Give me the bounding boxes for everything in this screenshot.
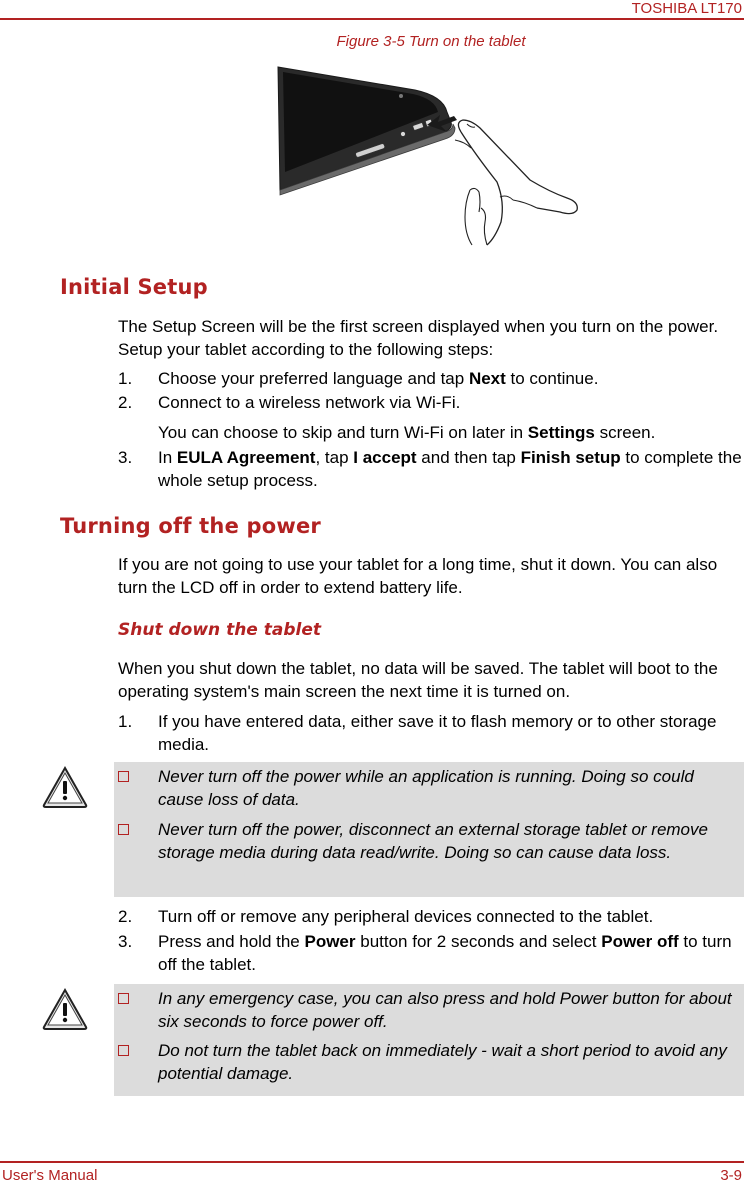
header-rule	[0, 18, 744, 20]
turning-off-intro: If you are not going to use your tablet for a long time, shut it down. You can also turn the LCD off in order to extend battery life.	[118, 555, 718, 597]
document-header-title: TOSHIBA LT170	[631, 0, 742, 17]
bullet-square-icon	[118, 824, 129, 835]
bullet-square-icon	[118, 1045, 129, 1056]
shut-down-intro: When you shut down the tablet, no data will be saved. The tablet will boot to the operating system's main screen the next time it is turned on.	[118, 659, 718, 701]
heading-initial-setup: Initial Setup	[60, 275, 208, 299]
footer-page-number: 3-9	[720, 1167, 742, 1184]
heading-turning-off-power: Turning off the power	[60, 514, 321, 538]
figure-caption: Figure 3-5 Turn on the tablet	[336, 33, 526, 50]
subheading-shut-down: Shut down the tablet	[118, 620, 321, 640]
bullet-square-icon	[118, 993, 129, 1004]
list-text: Connect to a wireless network via Wi-Fi.	[158, 393, 461, 412]
list-note-text: You can choose to skip and turn Wi-Fi on later in Settings screen.	[158, 423, 656, 442]
list-text: In EULA Agreement, tap I accept and then tap Finish setup to complete the whole setup process.	[158, 448, 742, 490]
list-number: 2.	[118, 393, 133, 412]
list-text: Turn off or remove any peripheral devices connected to the tablet.	[158, 907, 654, 926]
bullet-square-icon	[118, 771, 129, 782]
list-number: 2.	[118, 907, 133, 926]
list-number: 3.	[118, 932, 133, 951]
warning-text: Never turn off the power while an application is running. Doing so could cause loss of data.	[158, 767, 694, 809]
initial-setup-intro: The Setup Screen will be the first screen displayed when you turn on the power. Setup your tablet according to the following steps:	[118, 317, 719, 359]
list-number: 1.	[118, 369, 133, 388]
warning-icon	[42, 987, 88, 1031]
warning-icon	[42, 765, 88, 809]
warning-text: Do not turn the tablet back on immediately - wait a short period to avoid any potential damage.	[158, 1041, 727, 1083]
list-text: Choose your preferred language and tap Next to continue.	[158, 369, 599, 388]
warning-text: In any emergency case, you can also press and hold Power button for about six seconds to force power off.	[158, 989, 732, 1031]
warning-text: Never turn off the power, disconnect an external storage tablet or remove storage media during data read/write. Doing so can cause data loss.	[158, 820, 708, 862]
list-number: 3.	[118, 448, 133, 467]
list-number: 1.	[118, 712, 133, 731]
footer-manual-title: User's Manual	[2, 1167, 98, 1184]
footer-rule	[0, 1161, 744, 1163]
tablet-power-illustration	[275, 62, 585, 247]
list-text: Press and hold the Power button for 2 seconds and select Power off to turn off the tablet.	[158, 932, 732, 974]
list-text: If you have entered data, either save it to flash memory or to other storage media.	[158, 712, 717, 754]
